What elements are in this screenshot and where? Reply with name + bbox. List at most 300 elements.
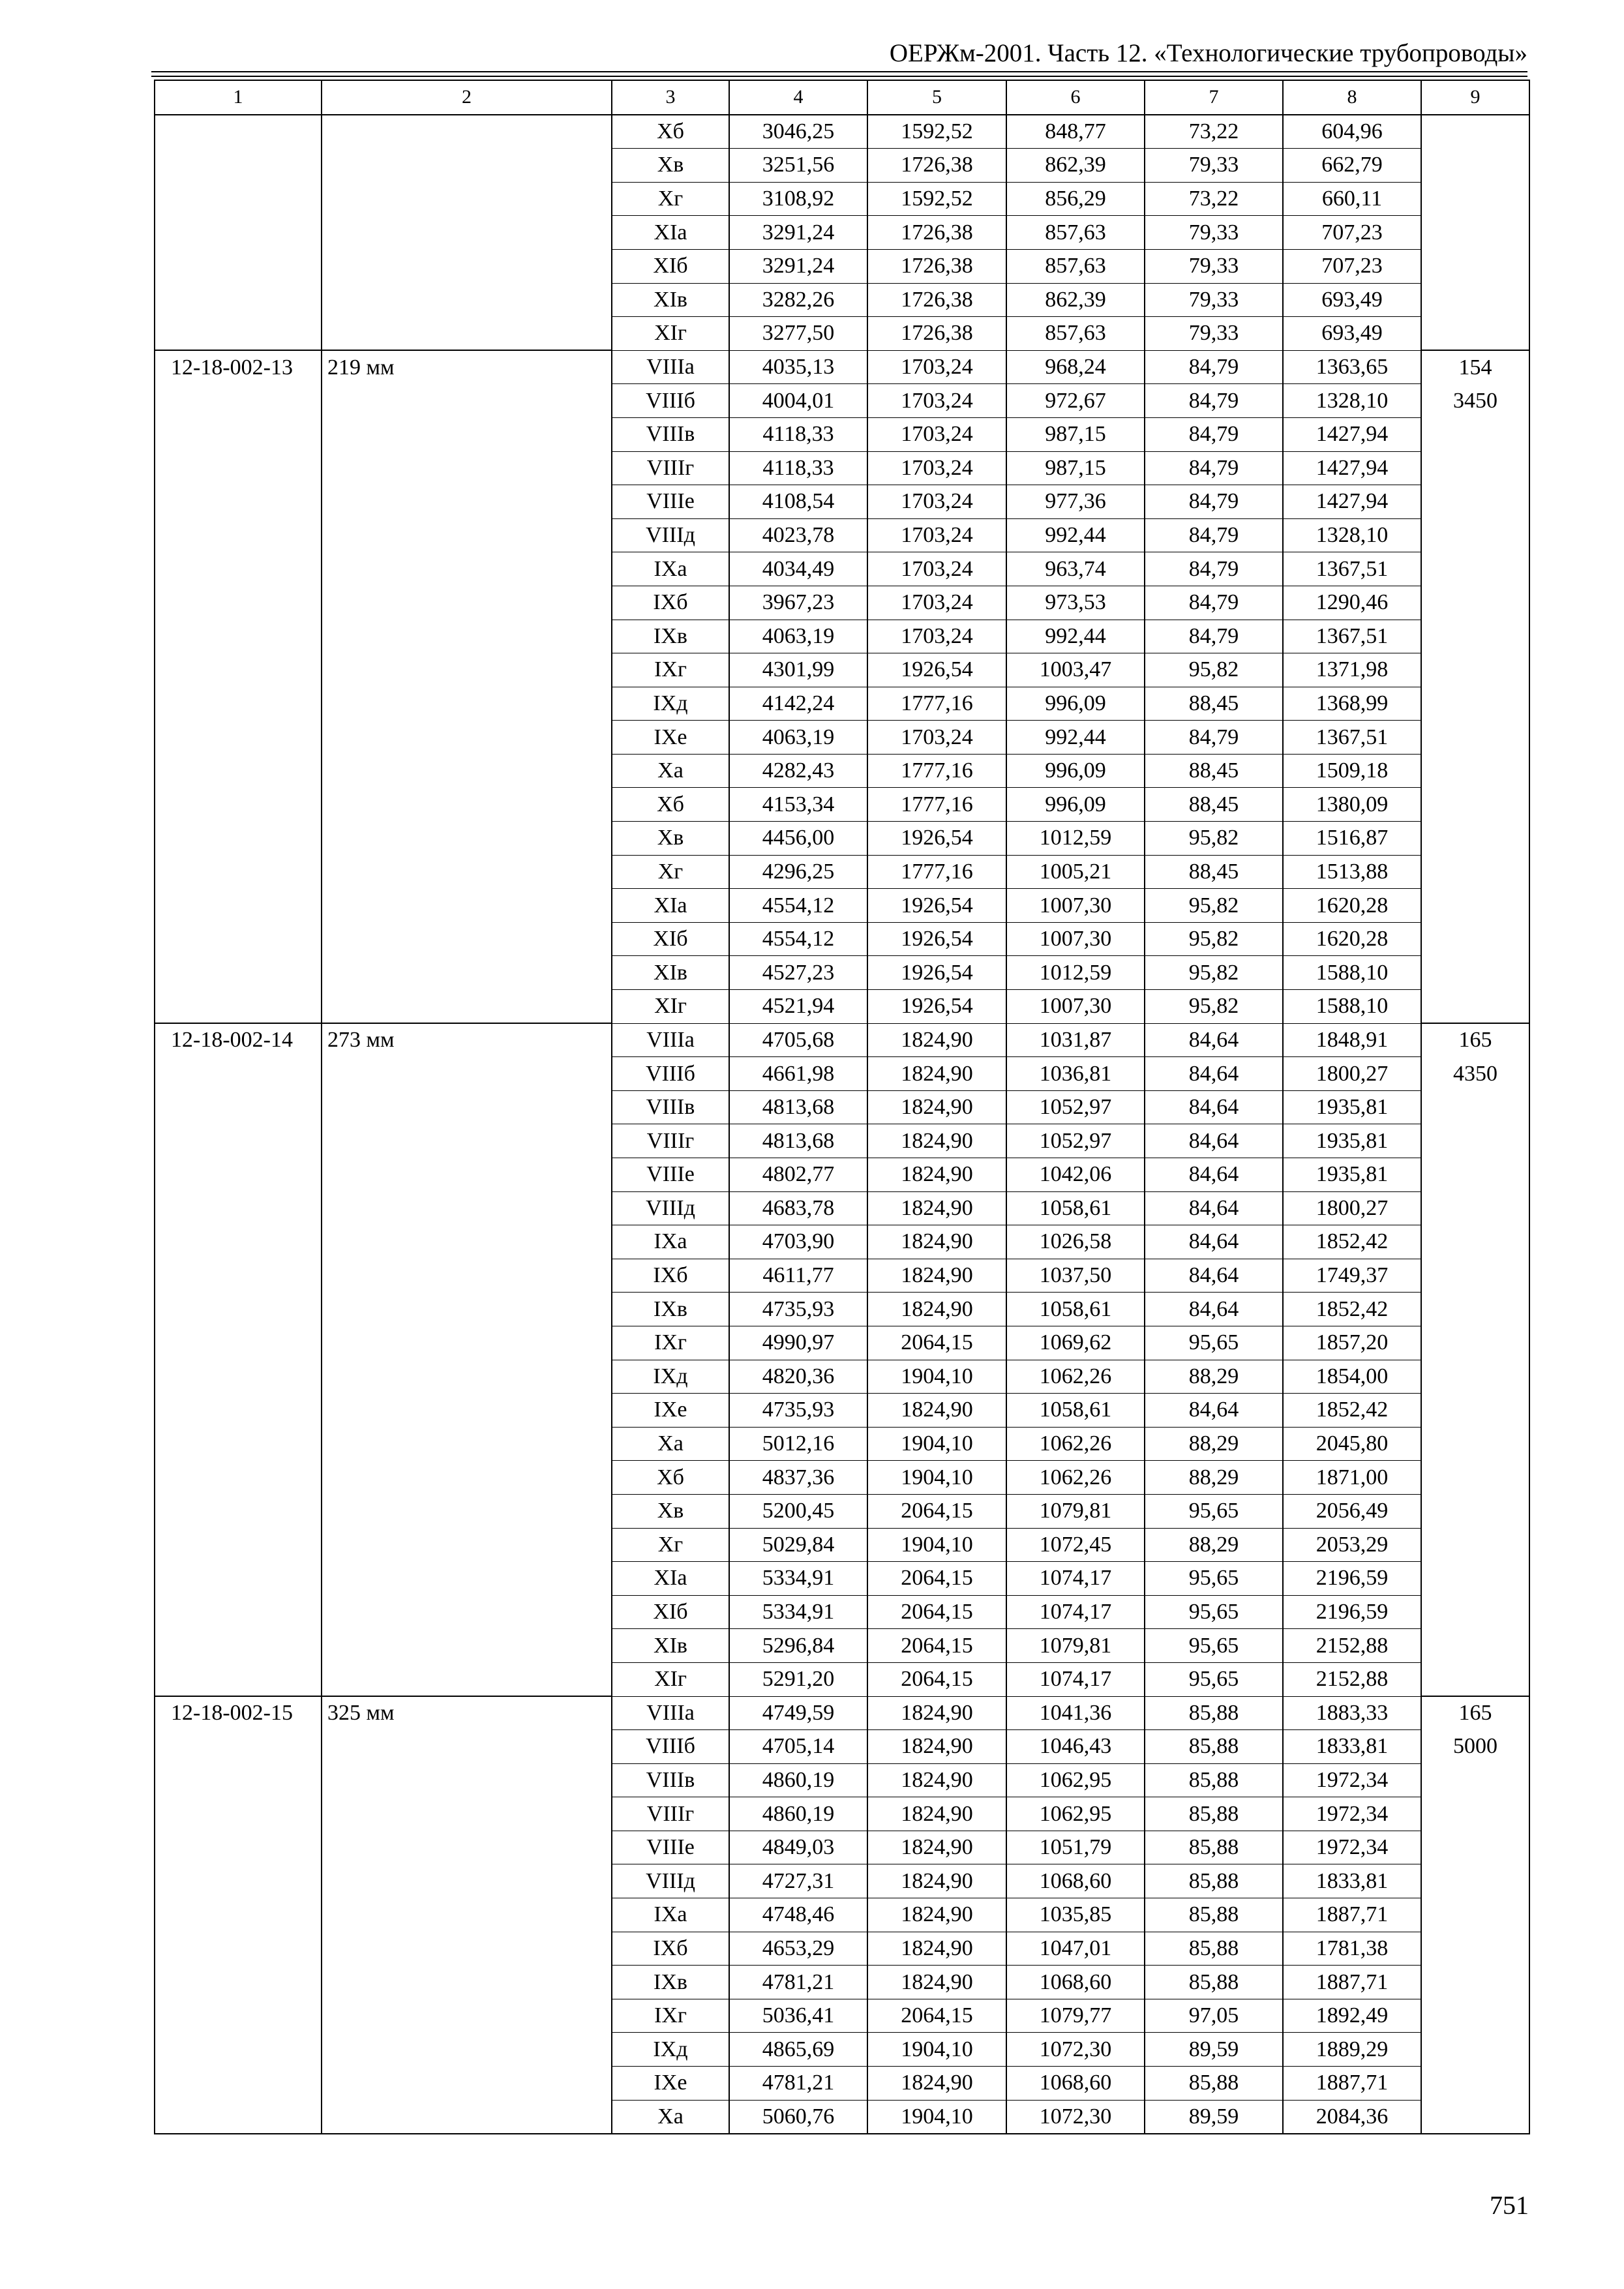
table-row xyxy=(155,2100,1529,2134)
extra-cell xyxy=(1421,2067,1529,2101)
value-cell: 1926,54 xyxy=(867,922,1006,956)
pipe-size-cell xyxy=(322,721,612,755)
value-cell: XIб xyxy=(612,922,729,956)
value-cell: 1007,30 xyxy=(1006,889,1145,923)
value-cell: VIIIа xyxy=(612,1023,729,1057)
pipe-size-cell xyxy=(322,1225,612,1259)
value-cell: 1726,38 xyxy=(867,317,1006,351)
value-cell: 1824,90 xyxy=(867,1191,1006,1225)
value-cell: 1726,38 xyxy=(867,149,1006,183)
value-cell: 4118,33 xyxy=(729,451,867,485)
value-cell: 1052,97 xyxy=(1006,1124,1145,1158)
value-cell: 4860,19 xyxy=(729,1797,867,1831)
value-cell: 4735,93 xyxy=(729,1394,867,1428)
pipe-size-cell xyxy=(322,620,612,653)
table-row xyxy=(155,1831,1529,1864)
value-cell: 1079,81 xyxy=(1006,1629,1145,1663)
value-cell: 1371,98 xyxy=(1283,653,1421,687)
value-cell: 4653,29 xyxy=(729,1932,867,1966)
pipe-size-cell xyxy=(322,2033,612,2067)
value-cell: 1703,24 xyxy=(867,451,1006,485)
value-cell: 1427,94 xyxy=(1283,485,1421,519)
column-header: 1 xyxy=(155,80,322,115)
value-cell: 89,59 xyxy=(1145,2100,1283,2134)
value-cell: 4781,21 xyxy=(729,2067,867,2101)
extra-cell xyxy=(1421,2033,1529,2067)
value-cell: 1068,60 xyxy=(1006,1864,1145,1898)
pipe-size-cell xyxy=(322,417,612,451)
extra-cell xyxy=(1421,1259,1529,1293)
pipe-size-cell xyxy=(322,1562,612,1596)
value-cell: 1824,90 xyxy=(867,1057,1006,1091)
value-cell: 1904,10 xyxy=(867,1461,1006,1495)
value-cell: 2064,15 xyxy=(867,1562,1006,1596)
value-cell: 88,45 xyxy=(1145,754,1283,788)
value-cell: 84,79 xyxy=(1145,552,1283,586)
value-cell: 1062,26 xyxy=(1006,1427,1145,1461)
pipe-size-cell xyxy=(322,1124,612,1158)
value-cell: 85,88 xyxy=(1145,1831,1283,1864)
rate-code-cell xyxy=(155,1461,322,1495)
pipe-size-cell xyxy=(322,115,612,149)
value-cell: 1035,85 xyxy=(1006,1898,1145,1932)
table-row xyxy=(155,283,1529,317)
pipe-size-cell xyxy=(322,586,612,620)
pipe-size-cell xyxy=(322,2100,612,2134)
value-cell: IXе xyxy=(612,1394,729,1428)
value-cell: 1824,90 xyxy=(867,1158,1006,1192)
pipe-size-cell xyxy=(322,1326,612,1360)
value-cell: 1904,10 xyxy=(867,2033,1006,2067)
value-cell: 97,05 xyxy=(1145,1999,1283,2033)
value-cell: VIIIд xyxy=(612,518,729,552)
pipe-size-cell xyxy=(322,1999,612,2033)
value-cell: 95,65 xyxy=(1145,1326,1283,1360)
table-row xyxy=(155,1057,1529,1091)
extra-cell xyxy=(1421,586,1529,620)
rate-code-cell xyxy=(155,518,322,552)
value-cell: VIIIв xyxy=(612,1763,729,1797)
pipe-size-cell: 325 мм xyxy=(322,1696,612,1730)
rate-code-cell: 12-18-002-14 xyxy=(155,1023,322,1057)
value-cell: 4108,54 xyxy=(729,485,867,519)
table-row xyxy=(155,317,1529,351)
value-cell: 5291,20 xyxy=(729,1662,867,1696)
table-row xyxy=(155,182,1529,216)
rate-code-cell xyxy=(155,620,322,653)
extra-cell: 165 xyxy=(1421,1023,1529,1057)
value-cell: 1887,71 xyxy=(1283,1898,1421,1932)
value-cell: 1703,24 xyxy=(867,586,1006,620)
value-cell: 88,45 xyxy=(1145,687,1283,721)
value-cell: 1935,81 xyxy=(1283,1158,1421,1192)
value-cell: IXг xyxy=(612,653,729,687)
value-cell: 1777,16 xyxy=(867,754,1006,788)
extra-cell xyxy=(1421,417,1529,451)
value-cell: 4735,93 xyxy=(729,1293,867,1326)
table-row xyxy=(155,1629,1529,1663)
value-cell: 4703,90 xyxy=(729,1225,867,1259)
value-cell: 856,29 xyxy=(1006,182,1145,216)
value-cell: 4142,24 xyxy=(729,687,867,721)
value-cell: 1068,60 xyxy=(1006,1966,1145,1999)
rate-code-cell xyxy=(155,1494,322,1528)
value-cell: 1824,90 xyxy=(867,1090,1006,1124)
value-cell: Xа xyxy=(612,754,729,788)
value-cell: 857,63 xyxy=(1006,249,1145,283)
value-cell: 1012,59 xyxy=(1006,822,1145,856)
value-cell: 1833,81 xyxy=(1283,1864,1421,1898)
table-row xyxy=(155,822,1529,856)
value-cell: 968,24 xyxy=(1006,350,1145,384)
extra-cell xyxy=(1421,1326,1529,1360)
value-cell: 73,22 xyxy=(1145,182,1283,216)
pipe-size-cell xyxy=(322,1864,612,1898)
value-cell: 1857,20 xyxy=(1283,1326,1421,1360)
extra-cell xyxy=(1421,283,1529,317)
value-cell: 84,79 xyxy=(1145,350,1283,384)
rate-code-cell xyxy=(155,1763,322,1797)
table-row xyxy=(155,922,1529,956)
value-cell: IXв xyxy=(612,620,729,653)
extra-cell xyxy=(1421,721,1529,755)
value-cell: VIIIг xyxy=(612,1124,729,1158)
pipe-size-cell xyxy=(322,1191,612,1225)
rate-code-cell xyxy=(155,1932,322,1966)
value-cell: 4683,78 xyxy=(729,1191,867,1225)
value-cell: Xа xyxy=(612,2100,729,2134)
value-cell: 1516,87 xyxy=(1283,822,1421,856)
value-cell: 1068,60 xyxy=(1006,2067,1145,2101)
value-cell: 4705,14 xyxy=(729,1730,867,1764)
value-cell: 2196,59 xyxy=(1283,1595,1421,1629)
value-cell: IXд xyxy=(612,1360,729,1394)
value-cell: 95,82 xyxy=(1145,889,1283,923)
extra-cell xyxy=(1421,889,1529,923)
column-header: 9 xyxy=(1421,80,1529,115)
value-cell: VIIIа xyxy=(612,350,729,384)
value-cell: 1290,46 xyxy=(1283,586,1421,620)
column-header: 2 xyxy=(322,80,612,115)
value-cell: 2064,15 xyxy=(867,1629,1006,1663)
pipe-size-cell xyxy=(322,855,612,889)
value-cell: 85,88 xyxy=(1145,2067,1283,2101)
extra-cell xyxy=(1421,1662,1529,1696)
value-cell: 2064,15 xyxy=(867,1999,1006,2033)
value-cell: 992,44 xyxy=(1006,620,1145,653)
value-cell: 95,82 xyxy=(1145,822,1283,856)
value-cell: VIIIб xyxy=(612,1730,729,1764)
value-cell: 79,33 xyxy=(1145,283,1283,317)
extra-cell xyxy=(1421,1494,1529,1528)
table-row xyxy=(155,115,1529,149)
extra-cell xyxy=(1421,822,1529,856)
value-cell: 987,15 xyxy=(1006,451,1145,485)
value-cell: 88,45 xyxy=(1145,855,1283,889)
value-cell: Xв xyxy=(612,149,729,183)
rate-code-cell xyxy=(155,1225,322,1259)
table-row xyxy=(155,216,1529,250)
value-cell: 4063,19 xyxy=(729,620,867,653)
value-cell: IXд xyxy=(612,687,729,721)
value-cell: VIIIг xyxy=(612,1797,729,1831)
value-cell: 4063,19 xyxy=(729,721,867,755)
extra-cell xyxy=(1421,1797,1529,1831)
pipe-size-cell xyxy=(322,1528,612,1562)
value-cell: 996,09 xyxy=(1006,754,1145,788)
column-header: 6 xyxy=(1006,80,1145,115)
table-row xyxy=(155,1562,1529,1596)
value-cell: 95,65 xyxy=(1145,1662,1283,1696)
pipe-size-cell xyxy=(322,1461,612,1495)
value-cell: 1592,52 xyxy=(867,182,1006,216)
value-cell: 4820,36 xyxy=(729,1360,867,1394)
value-cell: IXг xyxy=(612,1999,729,2033)
value-cell: 2064,15 xyxy=(867,1494,1006,1528)
rate-code-cell xyxy=(155,922,322,956)
value-cell: VIIIг xyxy=(612,451,729,485)
table-row xyxy=(155,1932,1529,1966)
value-cell: 85,88 xyxy=(1145,1864,1283,1898)
value-cell: 992,44 xyxy=(1006,518,1145,552)
value-cell: 1824,90 xyxy=(867,1797,1006,1831)
value-cell: 79,33 xyxy=(1145,249,1283,283)
rate-code-cell xyxy=(155,2100,322,2134)
value-cell: 88,29 xyxy=(1145,1360,1283,1394)
table-row xyxy=(155,1326,1529,1360)
header-rule xyxy=(151,71,1527,72)
pipe-size-cell xyxy=(322,1259,612,1293)
value-cell: IXа xyxy=(612,1225,729,1259)
pipe-size-cell xyxy=(322,1595,612,1629)
extra-cell xyxy=(1421,216,1529,250)
table-row xyxy=(155,518,1529,552)
extra-cell xyxy=(1421,317,1529,351)
value-cell: 1026,58 xyxy=(1006,1225,1145,1259)
value-cell: 84,64 xyxy=(1145,1023,1283,1057)
value-cell: 1588,10 xyxy=(1283,990,1421,1024)
value-cell: 1824,90 xyxy=(867,1898,1006,1932)
table-row xyxy=(155,687,1529,721)
value-cell: 4705,68 xyxy=(729,1023,867,1057)
value-cell: 84,79 xyxy=(1145,485,1283,519)
value-cell: 963,74 xyxy=(1006,552,1145,586)
value-cell: 1889,29 xyxy=(1283,2033,1421,2067)
extra-cell xyxy=(1421,249,1529,283)
value-cell: 1824,90 xyxy=(867,1932,1006,1966)
value-cell: 1883,33 xyxy=(1283,1696,1421,1730)
value-cell: 1074,17 xyxy=(1006,1662,1145,1696)
pipe-size-cell xyxy=(322,384,612,418)
value-cell: IXа xyxy=(612,552,729,586)
value-cell: 79,33 xyxy=(1145,216,1283,250)
value-cell: VIIIв xyxy=(612,1090,729,1124)
table-row xyxy=(155,1696,1529,1730)
value-cell: 5060,76 xyxy=(729,2100,867,2134)
table-row xyxy=(155,451,1529,485)
extra-cell xyxy=(1421,1763,1529,1797)
extra-cell xyxy=(1421,1225,1529,1259)
value-cell: XIв xyxy=(612,1629,729,1663)
value-cell: 987,15 xyxy=(1006,417,1145,451)
value-cell: 1062,95 xyxy=(1006,1763,1145,1797)
extra-cell xyxy=(1421,182,1529,216)
value-cell: 1005,21 xyxy=(1006,855,1145,889)
table-row xyxy=(155,1360,1529,1394)
column-header: 3 xyxy=(612,80,729,115)
value-cell: 1904,10 xyxy=(867,1360,1006,1394)
value-cell: 4554,12 xyxy=(729,922,867,956)
table-row xyxy=(155,653,1529,687)
extra-cell xyxy=(1421,620,1529,653)
value-cell: 1007,30 xyxy=(1006,990,1145,1024)
extra-cell xyxy=(1421,1158,1529,1192)
rate-code-cell xyxy=(155,1797,322,1831)
table-row xyxy=(155,1461,1529,1495)
value-cell: 84,64 xyxy=(1145,1293,1283,1326)
value-cell: 662,79 xyxy=(1283,149,1421,183)
extra-cell xyxy=(1421,1595,1529,1629)
pipe-size-cell xyxy=(322,1730,612,1764)
extra-cell: 3450 xyxy=(1421,384,1529,418)
value-cell: 88,29 xyxy=(1145,1528,1283,1562)
value-cell: 2053,29 xyxy=(1283,1528,1421,1562)
pipe-size-cell xyxy=(322,283,612,317)
value-cell: Xб xyxy=(612,788,729,822)
value-cell: 1003,47 xyxy=(1006,653,1145,687)
value-cell: 862,39 xyxy=(1006,149,1145,183)
value-cell: 84,79 xyxy=(1145,518,1283,552)
table-row xyxy=(155,1595,1529,1629)
value-cell: 2064,15 xyxy=(867,1662,1006,1696)
value-cell: 4554,12 xyxy=(729,889,867,923)
pipe-size-cell xyxy=(322,518,612,552)
table-row xyxy=(155,1158,1529,1192)
value-cell: 1079,77 xyxy=(1006,1999,1145,2033)
table-row xyxy=(155,788,1529,822)
table-row xyxy=(155,485,1529,519)
pipe-size-cell xyxy=(322,1763,612,1797)
table-row xyxy=(155,350,1529,384)
table-row xyxy=(155,1090,1529,1124)
value-cell: 1620,28 xyxy=(1283,922,1421,956)
value-cell: 1703,24 xyxy=(867,417,1006,451)
pipe-size-cell xyxy=(322,754,612,788)
extra-cell xyxy=(1421,1932,1529,1966)
value-cell: 4023,78 xyxy=(729,518,867,552)
value-cell: 660,11 xyxy=(1283,182,1421,216)
rate-code-cell xyxy=(155,182,322,216)
value-cell: 95,65 xyxy=(1145,1595,1283,1629)
value-cell: 1062,26 xyxy=(1006,1461,1145,1495)
table-row xyxy=(155,990,1529,1024)
extra-cell xyxy=(1421,2100,1529,2134)
value-cell: 4865,69 xyxy=(729,2033,867,2067)
value-cell: 1833,81 xyxy=(1283,1730,1421,1764)
rate-code-cell xyxy=(155,1090,322,1124)
extra-cell xyxy=(1421,451,1529,485)
extra-cell xyxy=(1421,1360,1529,1394)
value-cell: 73,22 xyxy=(1145,115,1283,149)
table-row xyxy=(155,1528,1529,1562)
value-cell: 3277,50 xyxy=(729,317,867,351)
value-cell: VIIIе xyxy=(612,1831,729,1864)
value-cell: 972,67 xyxy=(1006,384,1145,418)
value-cell: 1513,88 xyxy=(1283,855,1421,889)
value-cell: 604,96 xyxy=(1283,115,1421,149)
pipe-size-cell xyxy=(322,653,612,687)
rate-code-cell xyxy=(155,1898,322,1932)
extra-cell xyxy=(1421,1864,1529,1898)
extra-cell xyxy=(1421,149,1529,183)
pipe-size-cell xyxy=(322,1966,612,1999)
value-cell: 4527,23 xyxy=(729,956,867,990)
value-cell: 4301,99 xyxy=(729,653,867,687)
value-cell: 1935,81 xyxy=(1283,1090,1421,1124)
pipe-size-cell xyxy=(322,788,612,822)
value-cell: 1380,09 xyxy=(1283,788,1421,822)
rate-code-cell xyxy=(155,788,322,822)
value-cell: VIIIа xyxy=(612,1696,729,1730)
value-cell: 1848,91 xyxy=(1283,1023,1421,1057)
value-cell: 1072,30 xyxy=(1006,2033,1145,2067)
value-cell: 95,82 xyxy=(1145,653,1283,687)
rate-code-cell xyxy=(155,687,322,721)
extra-cell: 154 xyxy=(1421,350,1529,384)
value-cell: 2152,88 xyxy=(1283,1629,1421,1663)
pipe-size-cell xyxy=(322,1158,612,1192)
rate-code-cell xyxy=(155,2067,322,2101)
rate-code-cell xyxy=(155,1293,322,1326)
value-cell: 1058,61 xyxy=(1006,1394,1145,1428)
value-cell: 1058,61 xyxy=(1006,1191,1145,1225)
pipe-size-cell xyxy=(322,956,612,990)
value-cell: 1041,36 xyxy=(1006,1696,1145,1730)
value-cell: 1703,24 xyxy=(867,384,1006,418)
value-cell: 1363,65 xyxy=(1283,350,1421,384)
value-cell: 3291,24 xyxy=(729,216,867,250)
rate-code-cell xyxy=(155,1191,322,1225)
table-row xyxy=(155,2067,1529,2101)
rate-code-cell xyxy=(155,283,322,317)
value-cell: 1824,90 xyxy=(867,1966,1006,1999)
table-row xyxy=(155,1999,1529,2033)
rate-code-cell xyxy=(155,1326,322,1360)
value-cell: 4521,94 xyxy=(729,990,867,1024)
rate-code-cell xyxy=(155,1360,322,1394)
extra-cell xyxy=(1421,1124,1529,1158)
value-cell: 1703,24 xyxy=(867,350,1006,384)
value-cell: 1904,10 xyxy=(867,1528,1006,1562)
extra-cell xyxy=(1421,922,1529,956)
rate-code-cell xyxy=(155,1730,322,1764)
rate-code-cell: 12-18-002-15 xyxy=(155,1696,322,1730)
rate-code-cell xyxy=(155,451,322,485)
table-row xyxy=(155,956,1529,990)
value-cell: 1800,27 xyxy=(1283,1191,1421,1225)
pipe-size-cell xyxy=(322,1797,612,1831)
rate-code-cell xyxy=(155,822,322,856)
rate-code-cell: 12-18-002-13 xyxy=(155,350,322,384)
value-cell: 4849,03 xyxy=(729,1831,867,1864)
pipe-size-cell xyxy=(322,1898,612,1932)
table-row xyxy=(155,1662,1529,1696)
value-cell: 1031,87 xyxy=(1006,1023,1145,1057)
table-row xyxy=(155,1763,1529,1797)
value-cell: IXе xyxy=(612,2067,729,2101)
pipe-size-cell xyxy=(322,922,612,956)
column-header: 4 xyxy=(729,80,867,115)
